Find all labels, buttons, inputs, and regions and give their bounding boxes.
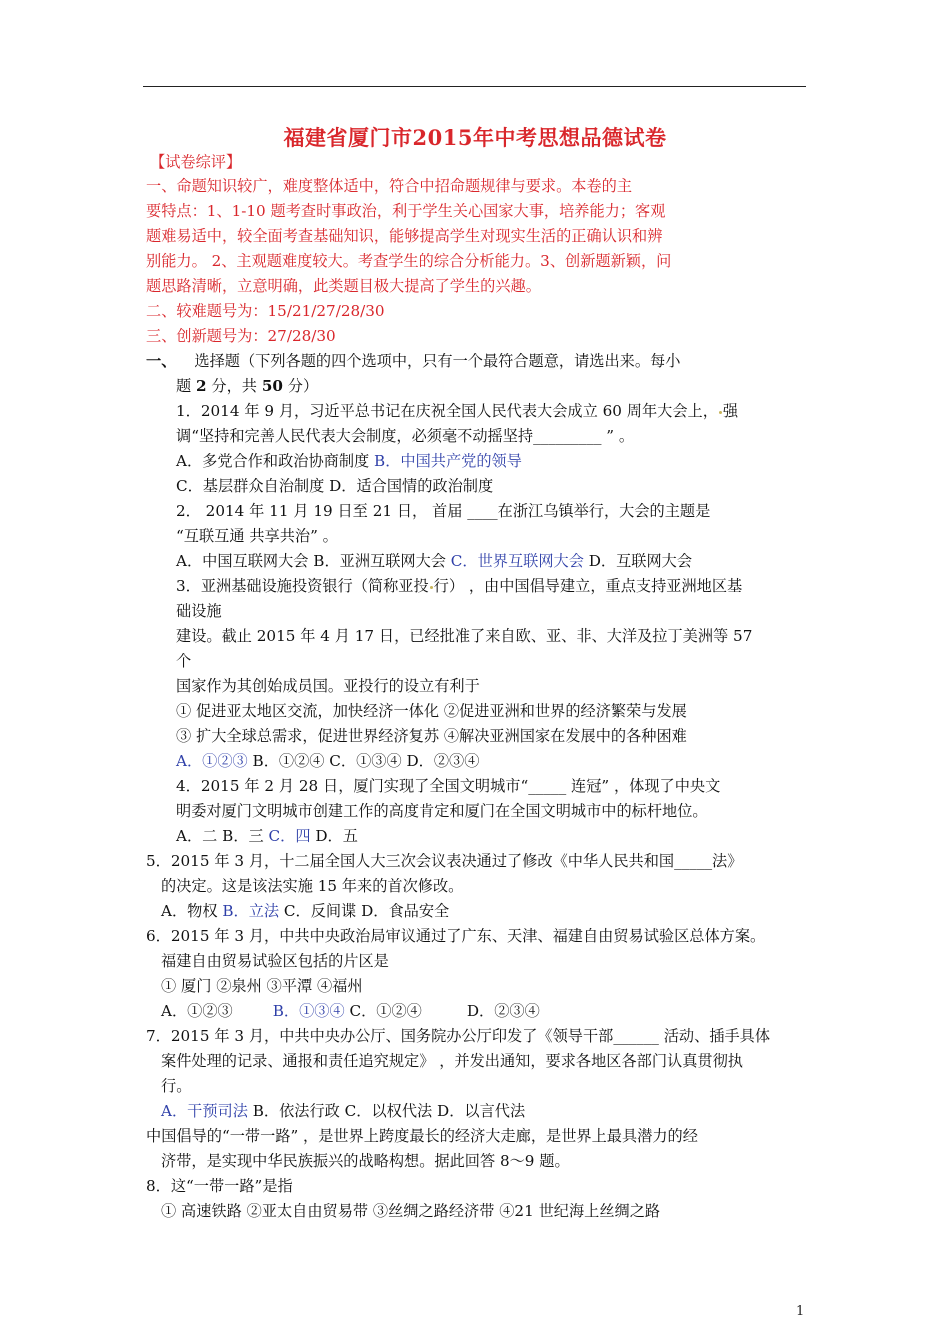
page-title: 福建省厦门市2015年中考思想品德试卷 xyxy=(283,125,667,150)
review-difficult-questions: 二、较难题号为：15/21/27/28/30 xyxy=(146,302,385,320)
question-2-options: A．中国互联网大会 B．亚洲互联网大会 C．世界互联网大会 D．互联网大会 xyxy=(176,552,693,570)
question-3-line: 个 xyxy=(176,652,192,670)
marker-dot xyxy=(430,586,433,589)
review-paragraph-line: 一、命题知识较广，难度整体适中，符合中招命题规律与要求。本卷的主 xyxy=(146,177,632,195)
question-5: 5．2015 年 3 月，十二届全国人大三次会议表决通过了修改《中华人民共和国_____法》 xyxy=(146,852,743,870)
review-paragraph-line: 要特点：1、1-10 题考查时事政治，利于学生关心国家大事，培养能力；客观 xyxy=(146,202,666,220)
section-number: 一、 xyxy=(146,352,177,370)
answer-highlight: C．四 xyxy=(268,827,311,845)
question-3-statements: ① 促进亚太地区交流，加快经济一体化 ②促进亚洲和世界的经济繁荣与发展 xyxy=(176,702,687,720)
question-7-line: 案件处理的记录、通报和责任追究规定》 ，并发出通知，要求各地区各部门认真贯彻执 xyxy=(161,1052,743,1070)
answer-highlight: B．中国共产党的领导 xyxy=(374,452,522,470)
question-4-options: A．二 B．三 C．四 D．五 xyxy=(176,827,358,845)
question-3-line: 础设施 xyxy=(176,602,222,620)
top-rule xyxy=(143,86,806,87)
question-3: 3．亚洲基础设施投资银行（简称亚投 行） ，由中国倡导建立，重点支持亚洲地区基 xyxy=(176,577,743,595)
question-6: 6．2015 年 3 月，中共中央政治局审议通过了广东、天津、福建自由贸易试验区总体方案。 xyxy=(146,927,766,945)
review-heading: 【试卷综评】 xyxy=(150,153,242,171)
material-8-9-line: 济带，是实现中华民族振兴的战略构想。据此回答 8～9 题。 xyxy=(161,1152,570,1170)
question-4: 4．2015 年 2 月 28 日，厦门实现了全国文明城市“_____ 连冠” ，体现了中央文 xyxy=(176,777,721,795)
question-3-statements: ③ 扩大全球总需求，促进世界经济复苏 ④解决亚洲国家在发展中的各种困难 xyxy=(176,727,687,745)
question-7-line: 行。 xyxy=(161,1077,192,1095)
section-intro: 选择题（下列各题的四个选项中，只有一个最符合题意，请选出来。每小 xyxy=(194,352,681,370)
question-1-options: C．基层群众自治制度 D．适合国情的政治制度 xyxy=(176,477,494,495)
answer-highlight: B．立法 xyxy=(222,902,280,920)
question-2: 2． 2014 年 11 月 19 日至 21 日， 首届 ____在浙江乌镇举行，大会的主题是 xyxy=(176,502,711,520)
question-8: 8．这“一带一路”是指 xyxy=(146,1177,293,1195)
page-number: 1 xyxy=(796,1304,805,1319)
question-3-line: 国家作为其创始成员国。亚投行的设立有利于 xyxy=(176,677,480,695)
review-paragraph-line: 别能力。 2、主观题难度较大。考查学生的综合分析能力。3、创新题新颖，问 xyxy=(146,252,672,270)
review-paragraph-line: 题难易适中，较全面考查基础知识，能够提高学生对现实生活的正确认识和辨 xyxy=(146,227,663,245)
question-8-statements: ① 高速铁路 ②亚太自由贸易带 ③丝绸之路经济带 ④21 世纪海上丝绸之路 xyxy=(161,1202,661,1220)
question-3-options: A．①②③ B．①②④ C．①③④ D．②③④ xyxy=(176,752,480,770)
answer-highlight: A．干预司法 xyxy=(161,1102,248,1120)
section-heading xyxy=(146,349,680,373)
question-1-line: 调“坚持和完善人民代表大会制度，必须毫不动摇坚持_________ ” 。 xyxy=(176,427,635,445)
section-score: 题 2 分，共 50 分） xyxy=(176,377,319,395)
question-7-options: A．干预司法 B．依法行政 C．以权代法 D．以言代法 xyxy=(161,1102,526,1120)
question-1-options: A．多党合作和政治协商制度 B．中国共产党的领导 xyxy=(176,452,522,470)
question-5-line: 的决定。这是该法实施 15 年来的首次修改。 xyxy=(161,877,464,895)
question-6-line: 福建自由贸易试验区包括的片区是 xyxy=(161,952,389,970)
question-2-line: “互联互通 共享共治” 。 xyxy=(176,527,338,545)
answer-highlight: B．①③④ xyxy=(272,1002,345,1020)
question-3-line: 建设。截止 2015 年 4 月 17 日，已经批准了来自欧、亚、非、大洋及拉丁美洲等 57 xyxy=(176,627,753,645)
answer-highlight: A．①②③ xyxy=(176,752,248,770)
question-6-options: A．①②③ B．①③④ C．①②④ D．②③④ xyxy=(161,1002,540,1020)
question-5-options: A．物权 B．立法 C．反间谍 D．食品安全 xyxy=(161,902,450,920)
review-paragraph-line: 题思路清晰，立意明确，此类题目极大提高了学生的兴趣。 xyxy=(146,277,541,295)
answer-highlight: C．世界互联网大会 xyxy=(450,552,584,570)
question-1: 1．2014 年 9 月，习近平总书记在庆祝全国人民代表大会成立 60 周年大会上， 强 xyxy=(176,402,739,420)
question-6-statements: ① 厦门 ②泉州 ③平潭 ④福州 xyxy=(161,977,363,995)
question-7: 7．2015 年 3 月，中共中央办公厅、国务院办公厅印发了《领导干部______ 活动、插手具体 xyxy=(146,1027,771,1045)
review-innovative-questions: 三、创新题号为：27/28/30 xyxy=(146,327,336,345)
marker-dot xyxy=(719,411,722,414)
question-4-line: 明委对厦门文明城市创建工作的高度肯定和厦门在全国文明城市中的标杆地位。 xyxy=(176,802,708,820)
material-8-9: 中国倡导的“一带一路” ，是世界上跨度最长的经济大走廊，是世界上最具潜力的经 xyxy=(146,1127,698,1145)
